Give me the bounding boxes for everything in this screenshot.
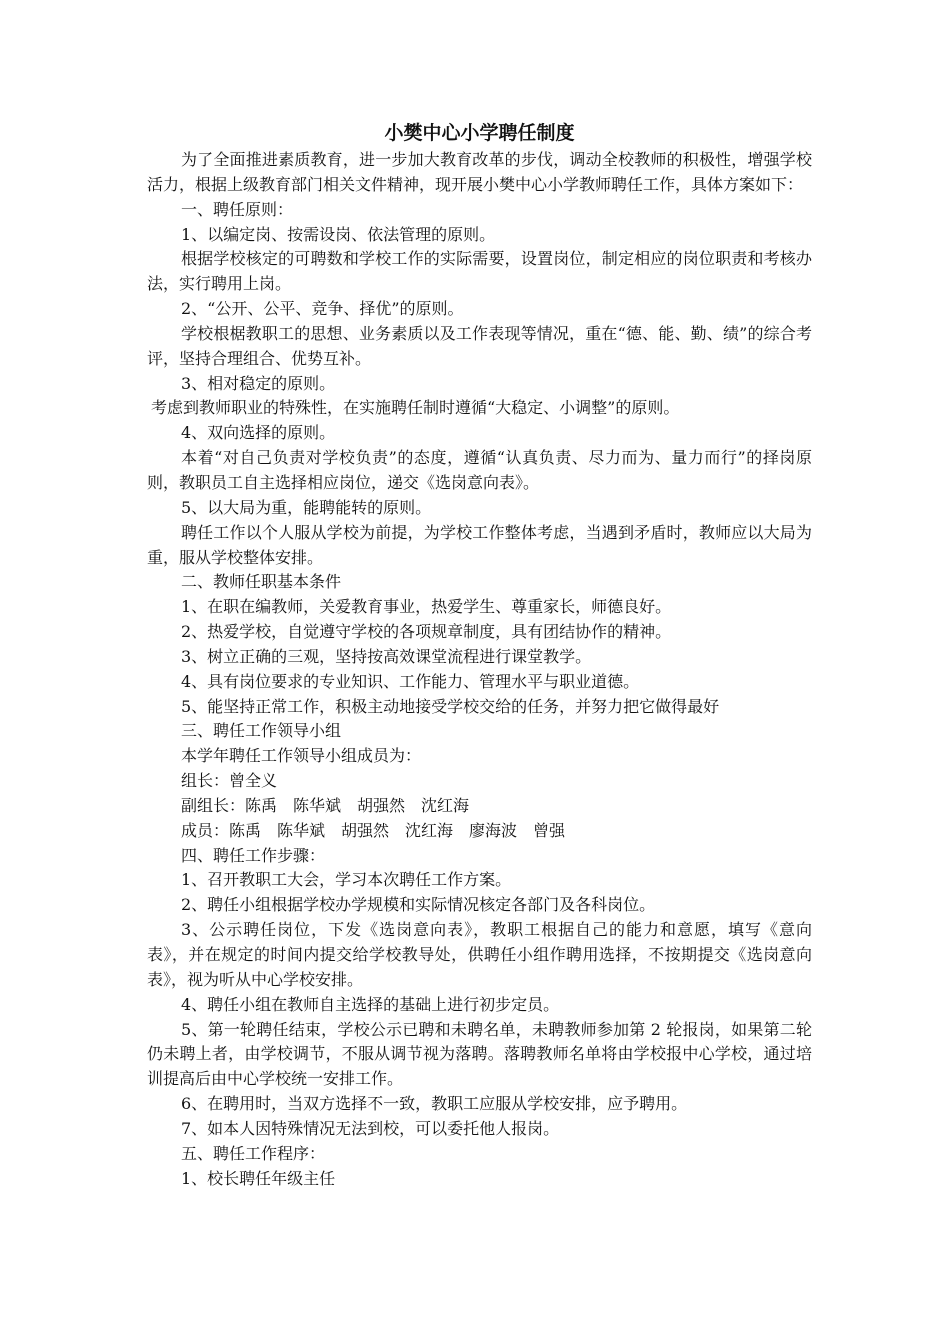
- step-2: 2、聘任小组根据学校办学规模和实际情况核定各部门及各科岗位。: [181, 895, 656, 915]
- step-1: 1、召开教职工大会，学习本次聘任工作方案。: [181, 870, 512, 890]
- members: 成员：陈禹 陈华斌 胡强然 沈红海 廖海波 曾强: [181, 820, 566, 840]
- section-heading-principles: 一、聘任原则：: [181, 199, 294, 219]
- principle-4: 4、双向选择的原则。: [181, 423, 336, 443]
- principle-5: 5、以大局为重，能聘能转的原则。: [181, 497, 432, 517]
- step-7: 7、如本人因特殊情况无法到校，可以委托他人报岗。: [181, 1118, 560, 1138]
- condition-2: 2、热爱学校，自觉遵守学校的各项规章制度，具有团结协作的精神。: [181, 622, 672, 642]
- principle-1: 1、以编定岗、按需设岗、依法管理的原则。: [181, 224, 496, 244]
- step-6: 6、在聘用时，当双方选择不一致，教职工应服从学校安排，应予聘用。: [181, 1094, 688, 1114]
- section-heading-steps: 四、聘任工作步骤：: [181, 845, 326, 865]
- section-heading-procedure: 五、聘任工作程序：: [181, 1143, 326, 1163]
- condition-4: 4、具有岗位要求的专业知识、工作能力、管理水平与职业道德。: [181, 671, 640, 691]
- principle-2-detail: 学校根椐教职工的思想、业务素质以及工作表现等情况，重在“德、能、勤、绩”的综合考评，坚持合理组合、优势互补。: [147, 323, 812, 368]
- principle-2: 2、“公开、公平、竞争、择优”的原则。: [181, 299, 464, 319]
- principle-3-detail: 考虑到教师职业的特殊性，在实施聘任制时遵循“大稳定、小调整”的原则。: [151, 398, 680, 418]
- principle-3: 3、相对稳定的原则。: [181, 373, 336, 393]
- condition-5: 5、能坚持正常工作，积极主动地接受学校交给的任务，并努力把它做得最好: [181, 696, 720, 716]
- procedure-1: 1、校长聘任年级主任: [181, 1168, 336, 1188]
- principle-5-detail: 聘任工作以个人服从学校为前提，为学校工作整体考虑，当遇到矛盾时，教师应以大局为重，服从学校整体安排。: [147, 522, 812, 567]
- principle-1-detail: 根据学校核定的可聘数和学校工作的实际需要，设置岗位，制定相应的岗位职责和考核办法，实行聘用上岗。: [147, 249, 812, 294]
- step-5: 5、第一轮聘任结束，学校公示已聘和未聘名单，未聘教师参加第 2 轮报岗，如果第二轮仍未聘上者，由学校调节，不服从调节视为落聘。落聘教师名单将由学校报中心学校，通过培训提高后由中心学校统一安排工作。: [147, 1019, 812, 1089]
- step-3: 3、公示聘任岗位，下发《选岗意向表》，教职工根据自己的能力和意愿，填写《意向表》，并在规定的时间内提交给学校教导处，供聘任小组作聘用选择，不按期提交《选岗意向表》，视为听从中心学校安排。: [147, 920, 812, 989]
- document-page: [147, 118, 812, 1191]
- step-4: 4、聘任小组在教师自主选择的基础上进行初步定员。: [181, 994, 560, 1014]
- condition-3: 3、树立正确的三观，坚持按高效课堂流程进行课堂教学。: [181, 646, 592, 666]
- leadership-intro: 本学年聘任工作领导小组成员为：: [181, 746, 422, 766]
- document-title: 小樊中心小学聘任制度: [384, 122, 575, 144]
- section-heading-conditions: 二、教师任职基本条件: [181, 572, 342, 592]
- principle-4-detail: 本着“对自己负责对学校负责”的态度，遵循“认真负责、尽力而为、量力而行”的择岗原则，教职员工自主选择相应岗位，递交《选岗意向表》。: [147, 448, 812, 492]
- condition-1: 1、在职在编教师，关爱教育事业，热爱学生、尊重家长，师德良好。: [181, 597, 672, 617]
- intro-paragraph: 为了全面推进素质教育，进一步加大教育改革的步伐，调动全校教师的积极性，增强学校活力，根据上级教育部门相关文件精神，现开展小樊中心小学教师聘任工作，具体方案如下：: [147, 150, 812, 194]
- deputy-leaders: 副组长：陈禹 陈华斌 胡强然 沈红海: [181, 795, 470, 815]
- leader: 组长：曾全义: [181, 771, 278, 791]
- section-heading-leadership: 三、聘任工作领导小组: [181, 721, 342, 741]
